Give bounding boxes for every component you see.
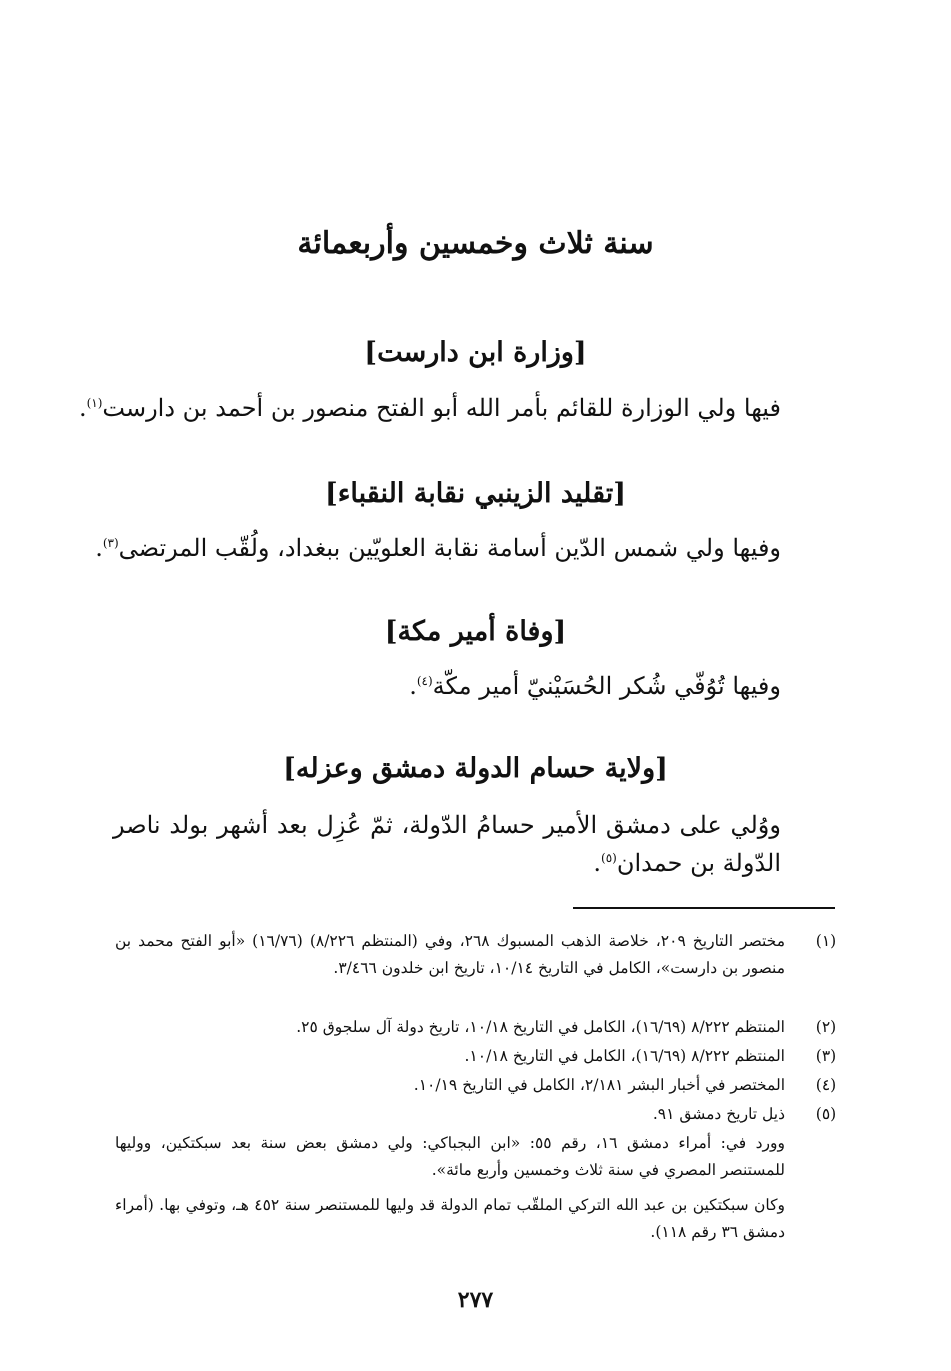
paragraph-text: ووُلي على دمشق الأمير حسامُ الدّولة، ثمّ عُزِل بعد أشهر بولد ناصر الدّولة بن حمدان — [113, 811, 781, 877]
footnote-text: المنتظم ٨/٢٢٢ (١٦/٦٩)، الكامل في التاريخ ١٠/١٨، تاريخ دولة آل سلجوق ٢٥. — [296, 1018, 785, 1036]
footnote — [115, 1014, 841, 1041]
section-paragraph — [113, 806, 781, 882]
paragraph-end: . — [78, 394, 87, 422]
footnote-number: (٥) — [815, 1105, 837, 1123]
year-title: سنة ثلاث وخمسين وأربعمائة — [297, 226, 654, 261]
section-paragraph — [95, 530, 781, 566]
footnote-text: مختصر التاريخ ٢٠٩، خلاصة الذهب المسبوك ٢٦٨، وفي (المنتظم ٨/٢٢٦) (١٦/٧٦) «أبو الفتح محمد بن منصور بن دارست»، الكامل في التاريخ ١٠/١٤، تاريخ ابن خلدون ٣/٤٦٦. — [115, 932, 785, 977]
paragraph-end: . — [95, 534, 103, 562]
section-heading: [وزارة ابن دارست] — [364, 337, 587, 368]
footnote — [115, 1043, 841, 1070]
page-number: ٢٧٧ — [457, 1287, 494, 1313]
paragraph-text: وفيها تُوُفّي شُكر الحُسَيْنيّ أمير مكّة — [432, 672, 781, 700]
footnote-continuation: وكان سبكتكين بن عبد الله التركي الملقّب تمام الدولة قد وليها للمستنصر سنة ٤٥٢ هـ، وتوفي بها. (أمراء دمشق ٣٦ رقم ١١٨). — [115, 1196, 785, 1241]
footnote — [115, 928, 841, 982]
footnote-number: (٤) — [815, 1076, 837, 1094]
footnote — [115, 1072, 841, 1099]
footnote-number: (١) — [815, 932, 837, 950]
section-heading: [تقليد الزينبي نقابة النقباء] — [324, 478, 627, 509]
footnote-text: المنتظم ٨/٢٢٢ (١٦/٦٩)، الكامل في التاريخ ١٠/١٨. — [464, 1047, 785, 1065]
paragraph-text: فيها ولي الوزارة للقائم بأمر الله أبو الفتح منصور بن أحمد بن دارست — [102, 394, 781, 422]
footnote-separator — [573, 907, 835, 909]
footnote — [115, 1101, 841, 1128]
paragraph-end: . — [593, 849, 602, 877]
section-paragraph — [101, 668, 781, 704]
section-paragraph — [78, 390, 781, 426]
section-heading: [ولاية حسام الدولة دمشق وعزله] — [283, 753, 668, 784]
footnote-reference: (٤) — [416, 674, 433, 688]
paragraph-end: . — [409, 672, 417, 700]
footnote-reference: (٣) — [102, 536, 119, 550]
footnote-reference: (١) — [86, 396, 103, 410]
footnote-reference: (٥) — [601, 851, 617, 865]
footnote-text: المختصر في أخبار البشر ٢/١٨١، الكامل في التاريخ ١٠/١٩. — [413, 1076, 785, 1094]
paragraph-text: وفيها ولي شمس الدّين أسامة نقابة العلويّين ببغداد، ولُقّب المرتضى — [118, 534, 781, 562]
footnote-number: (٢) — [815, 1018, 837, 1036]
footnote-text: ذيل تاريخ دمشق ٩١. — [652, 1105, 785, 1123]
footnote-continuation: وورد في: أمراء دمشق ١٦، رقم ٥٥: «ابن البجباكي: ولي دمشق بعض سنة بعد سبكتكين، ووليها للمستنصر المصري في سنة ثلاث وخمسين وأربع مائة». — [115, 1134, 785, 1179]
section-heading: [وفاة أمير مكة] — [384, 616, 567, 647]
footnote-number: (٣) — [815, 1047, 837, 1065]
